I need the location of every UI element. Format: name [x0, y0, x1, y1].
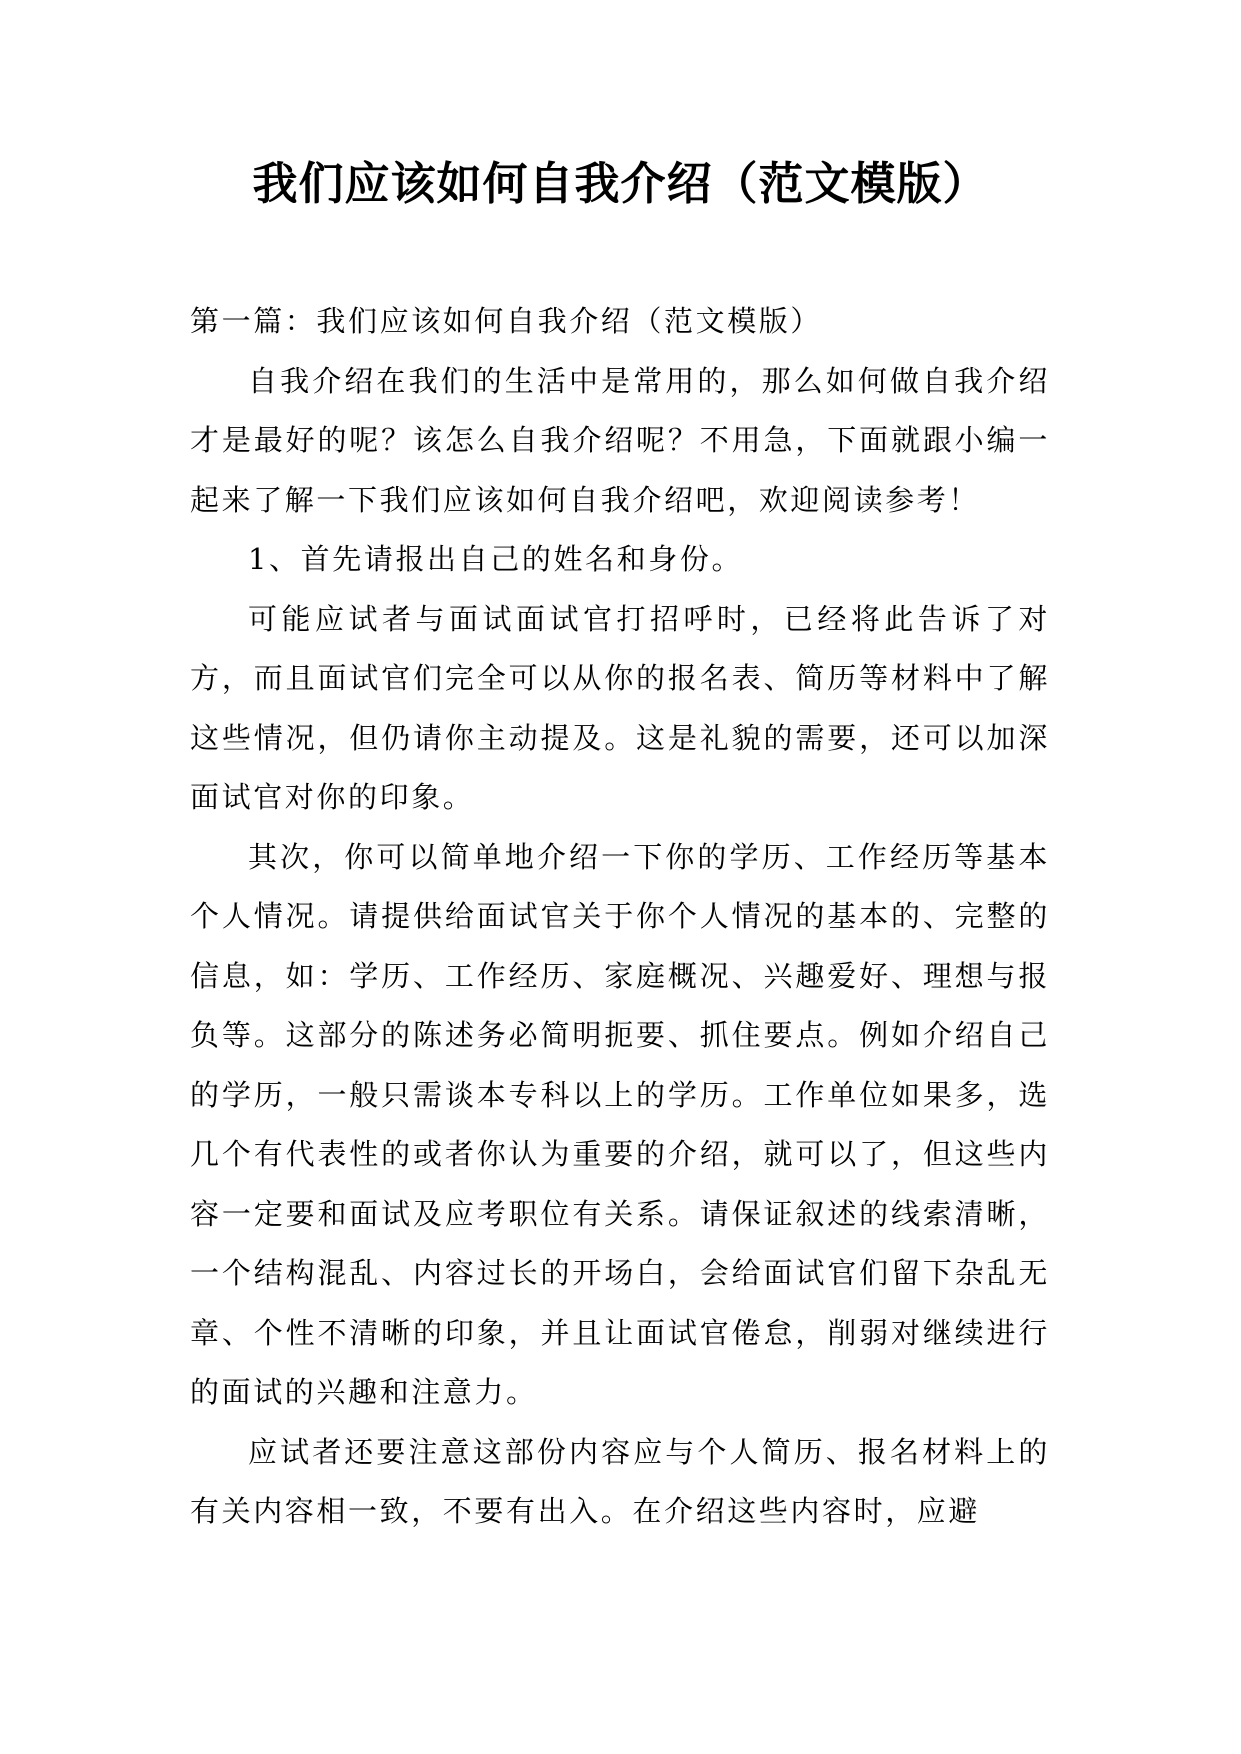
paragraph-point-1: 1、首先请报出自己的姓名和身份。 — [248, 542, 744, 576]
document-title: 我们应该如何自我介绍（范文模版） — [252, 157, 989, 210]
paragraph-intro: 自我介绍在我们的生活中是常用的，那么如何做自我介绍才是最好的呢？该怎么自我介绍呢？不用急，下面就跟小编一起来了解一下我们应该如何自我介绍吧，欢迎阅读参考！ — [190, 363, 1050, 517]
document-body — [190, 292, 1050, 1542]
section-heading: 第一篇：我们应该如何自我介绍（范文模版） — [190, 304, 823, 338]
paragraph-name-identity: 可能应试者与面试面试官打招呼时，已经将此告诉了对方，而且面试官们完全可以从你的报名表、简历等材料中了解这些情况，但仍请你主动提及。这是礼貌的需要，还可以加深面试官对你的印象。 — [190, 601, 1050, 814]
paragraph-background: 其次，你可以简单地介绍一下你的学历、工作经历等基本个人情况。请提供给面试官关于你个人情况的基本的、完整的信息，如：学历、工作经历、家庭概况、兴趣爱好、理想与报负等。这部分的陈述务必简明扼要、抓住要点。例如介绍自己的学历，一般只需谈本专科以上的学历。工作单位如果多，选几个有代表性的或者你认为重要的介绍，就可以了，但这些内容一定要和面试及应考职位有关系。请保证叙述的线索清晰，一个结构混乱、内容过长的开场白，会给面试官们留下杂乱无章、个性不清晰的印象，并且让面试官倦怠，削弱对继续进行的面试的兴趣和注意力。 — [190, 839, 1050, 1409]
paragraph-consistency: 应试者还要注意这部份内容应与个人简历、报名材料上的有关内容相一致，不要有出入。在介绍这些内容时，应避 — [190, 1434, 1050, 1528]
